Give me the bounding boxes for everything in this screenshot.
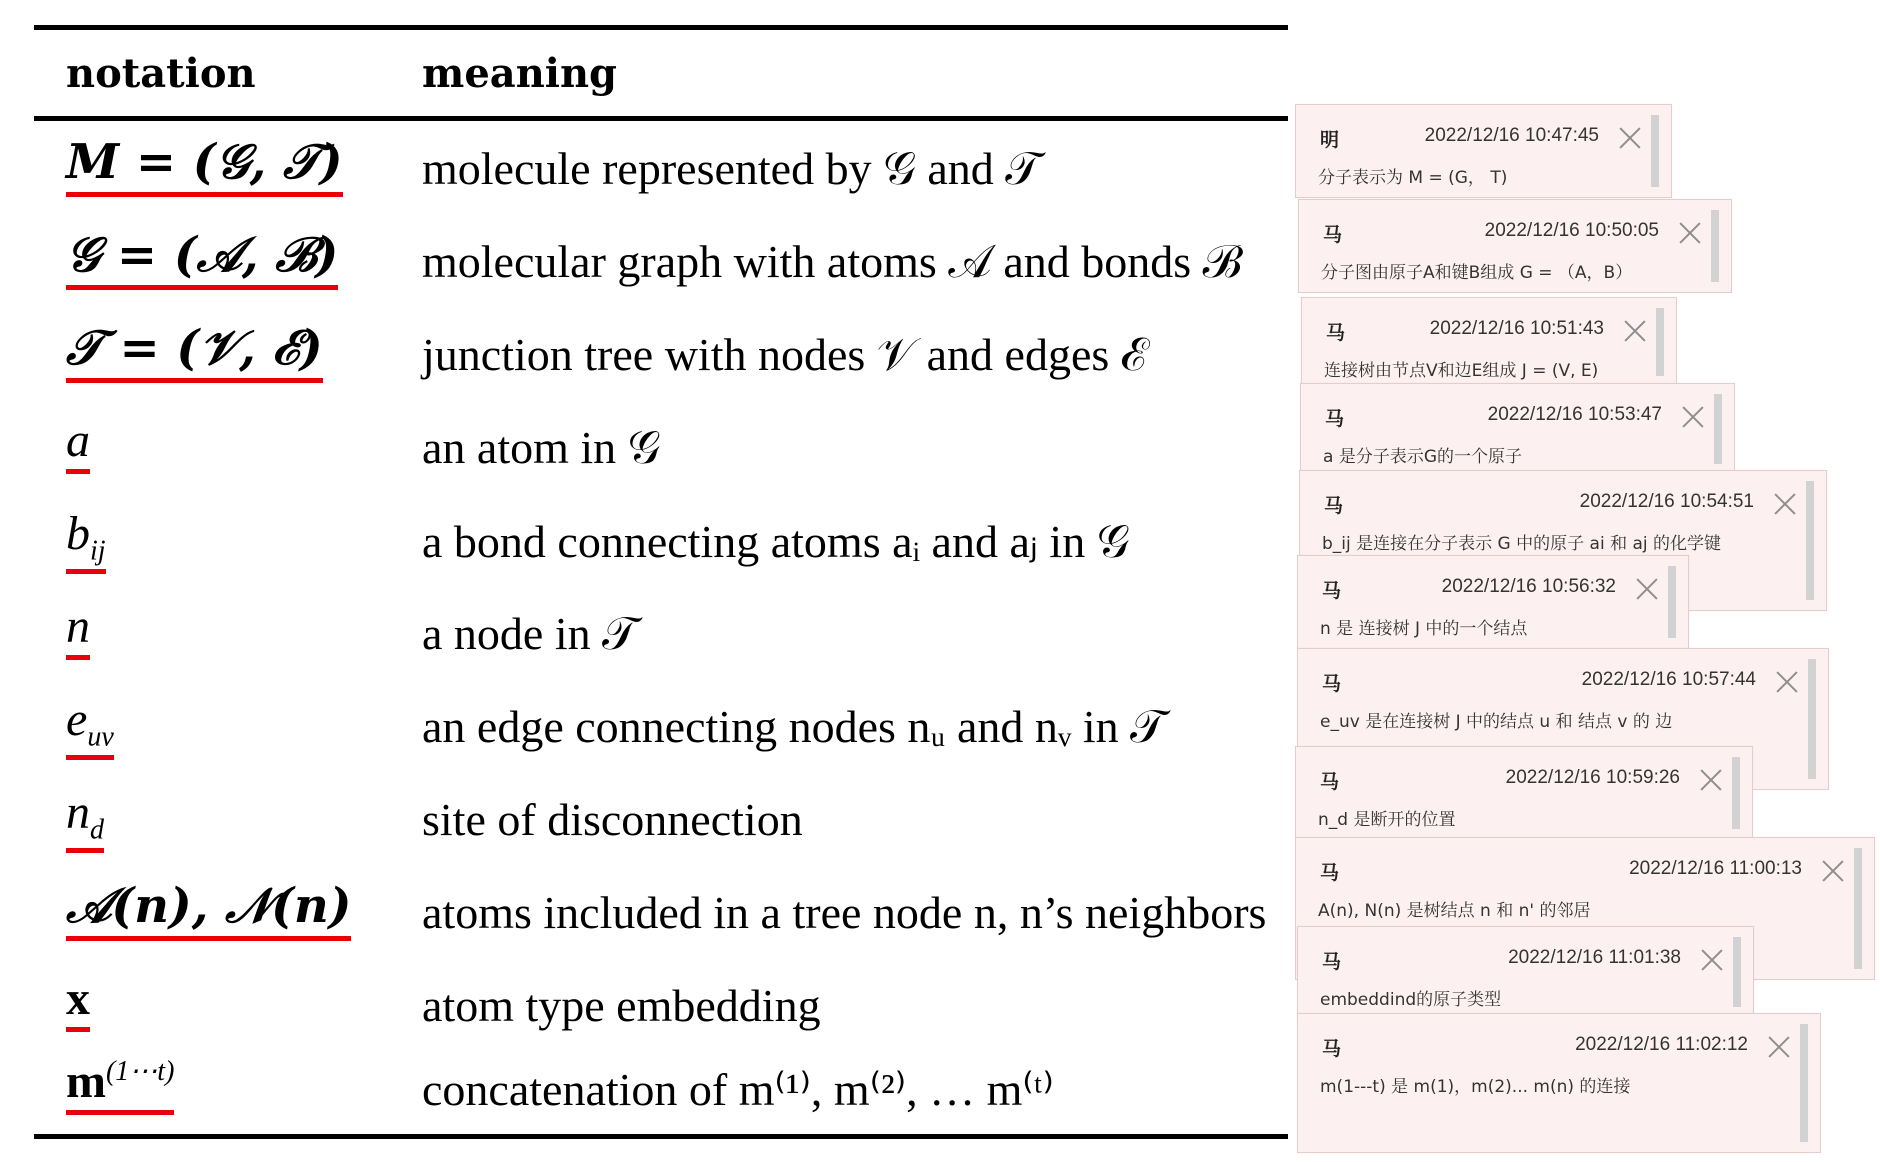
meaning-cell: atoms included in a tree node n, n’s neighbors (422, 887, 1267, 938)
comment-text: n 是 连接树 J 中的一个结点 (1320, 619, 1528, 639)
comment-scrollbar[interactable] (1733, 937, 1741, 1007)
comment-card[interactable] (1298, 199, 1732, 293)
comment-timestamp: 2022/12/16 11:00:13 (1629, 858, 1802, 879)
table-row (0, 120, 1290, 213)
notation-cell: $b_{ij}$ (66, 506, 106, 574)
table-row (0, 864, 1290, 957)
comment-text: 分子图由原子A和键B组成 G = （A，B） (1321, 263, 1633, 283)
comment-text: 连接树由节点V和边E组成 J = (V, E) (1324, 361, 1599, 381)
meaning-cell: an atom in 𝒢 (422, 422, 661, 473)
comment-scrollbar[interactable] (1656, 308, 1664, 376)
meaning-cell: concatenation of m⁽¹⁾, m⁽²⁾, … m⁽ᵗ⁾ (422, 1064, 1054, 1115)
comment-timestamp: 2022/12/16 10:54:51 (1579, 491, 1754, 512)
comment-author: 马 (1322, 951, 1342, 973)
comment-timestamp: 2022/12/16 11:01:38 (1508, 947, 1681, 968)
comment-timestamp: 2022/12/16 10:56:32 (1441, 576, 1616, 597)
meaning-cell: atom type embedding (422, 980, 821, 1031)
notation-cell: M = (𝒢, 𝒯) (66, 134, 343, 197)
table-row (0, 399, 1290, 492)
comment-text: A(n), N(n) 是树结点 n 和 n' 的邻居 (1318, 901, 1591, 921)
comment-author: 马 (1320, 771, 1340, 793)
comment-author: 马 (1326, 322, 1346, 344)
close-icon[interactable] (1768, 1036, 1790, 1058)
meaning-cell: molecule represented by 𝒢 and 𝒯 (422, 143, 1041, 194)
table-row (0, 957, 1290, 1050)
comment-timestamp: 2022/12/16 10:53:47 (1487, 404, 1662, 425)
meaning-cell: junction tree with nodes 𝒱 and edges ℰ (422, 329, 1148, 380)
comment-author: 马 (1323, 224, 1343, 246)
comment-card[interactable] (1295, 104, 1672, 198)
close-icon[interactable] (1774, 493, 1796, 515)
comment-scrollbar[interactable] (1806, 481, 1814, 600)
comment-card[interactable] (1295, 746, 1753, 840)
comment-text: embeddind的原子类型 (1320, 990, 1502, 1010)
notation-cell: $e_{uv}$ (66, 692, 114, 760)
comment-scrollbar[interactable] (1854, 848, 1862, 969)
close-icon[interactable] (1624, 320, 1646, 342)
notation-cell: n (66, 599, 90, 660)
comment-timestamp: 2022/12/16 10:51:43 (1429, 318, 1604, 339)
header-meaning: meaning (422, 50, 618, 97)
comment-scrollbar[interactable] (1800, 1024, 1808, 1142)
comment-author: 马 (1325, 408, 1345, 430)
table-top-rule (34, 25, 1288, 30)
comment-card[interactable] (1297, 1013, 1821, 1153)
meaning-cell: site of disconnection (422, 794, 803, 845)
close-icon[interactable] (1776, 671, 1798, 693)
table-row (0, 678, 1290, 771)
comment-author: 马 (1322, 1038, 1342, 1060)
notation-cell: x (66, 971, 90, 1032)
comment-text: a 是分子表示G的一个原子 (1323, 447, 1522, 467)
comment-scrollbar[interactable] (1651, 115, 1659, 187)
meaning-cell: a node in 𝒯 (422, 608, 638, 659)
table-row (0, 213, 1290, 306)
close-icon[interactable] (1700, 769, 1722, 791)
close-icon[interactable] (1619, 127, 1641, 149)
notation-cell: 𝒯 = (𝒱, ℰ) (66, 320, 323, 383)
comment-timestamp: 2022/12/16 11:02:12 (1575, 1034, 1748, 1055)
comment-text: n_d 是断开的位置 (1318, 810, 1456, 830)
comment-card[interactable] (1301, 297, 1677, 387)
table-row (0, 585, 1290, 678)
header-notation: notation (66, 50, 256, 97)
table-row (0, 492, 1290, 585)
close-icon[interactable] (1679, 222, 1701, 244)
comment-text: 分子表示为 M = (G， T) (1318, 168, 1508, 188)
comment-card[interactable] (1297, 555, 1689, 649)
meaning-cell: an edge connecting nodes nᵤ and nᵥ in 𝒯 (422, 701, 1166, 752)
comment-author: 马 (1322, 673, 1342, 695)
table-row (0, 306, 1290, 399)
comment-text: m(1---t) 是 m(1)，m(2)... m(n) 的连接 (1320, 1077, 1631, 1097)
comment-timestamp: 2022/12/16 10:59:26 (1505, 767, 1680, 788)
comment-author: 马 (1320, 862, 1340, 884)
table-bottom-rule (34, 1134, 1288, 1139)
comment-card[interactable] (1300, 383, 1735, 475)
comment-author: 明 (1320, 129, 1340, 151)
comment-card[interactable] (1297, 926, 1754, 1018)
notation-cell: 𝒜(n), 𝒩(n) (66, 878, 351, 941)
comment-timestamp: 2022/12/16 10:47:45 (1424, 125, 1599, 146)
comment-scrollbar[interactable] (1714, 394, 1722, 464)
notation-cell: $m^{(1\cdots t)}$ (66, 1054, 174, 1115)
comment-text: b_ij 是连接在分子表示 G 中的原子 ai 和 aj 的化学键 (1322, 534, 1722, 554)
meaning-cell: a bond connecting atoms aᵢ and aⱼ in 𝒢 (422, 516, 1130, 567)
notation-cell: $n_d$ (66, 785, 104, 853)
comment-author: 马 (1324, 495, 1344, 517)
comment-timestamp: 2022/12/16 10:57:44 (1581, 669, 1756, 690)
comment-scrollbar[interactable] (1668, 566, 1676, 638)
comment-scrollbar[interactable] (1732, 757, 1740, 829)
comment-scrollbar[interactable] (1711, 210, 1719, 282)
comment-timestamp: 2022/12/16 10:50:05 (1484, 220, 1659, 241)
notation-cell: a (66, 413, 90, 474)
close-icon[interactable] (1701, 949, 1723, 971)
close-icon[interactable] (1822, 860, 1844, 882)
comment-author: 马 (1322, 580, 1342, 602)
comment-text: e_uv 是在连接树 J 中的结点 u 和 结点 v 的 边 (1320, 712, 1673, 732)
meaning-cell: molecular graph with atoms 𝒜 and bonds ℬ (422, 236, 1242, 287)
notation-cell: 𝒢 = (𝒜, ℬ) (66, 227, 338, 290)
close-icon[interactable] (1636, 578, 1658, 600)
close-icon[interactable] (1682, 406, 1704, 428)
table-row (0, 771, 1290, 864)
table-row (0, 1040, 1290, 1133)
comment-scrollbar[interactable] (1808, 659, 1816, 779)
